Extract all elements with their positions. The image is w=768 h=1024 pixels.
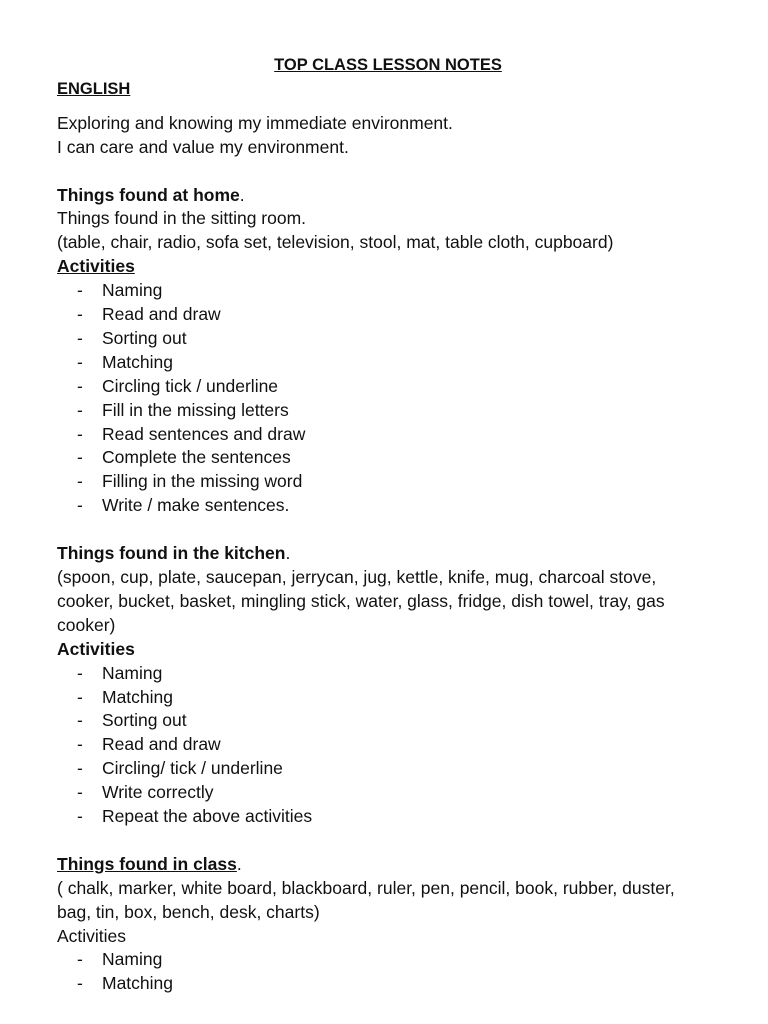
- list-item: [57, 279, 757, 303]
- lesson-notes-page: [57, 54, 757, 996]
- dash-marker: -: [77, 447, 83, 468]
- activity-text: Circling tick / underline: [102, 375, 279, 396]
- kitchen-heading-suffix: .: [285, 543, 291, 564]
- kitchen-heading: [57, 542, 757, 566]
- kitchen-activities-list: [57, 662, 757, 829]
- activity-text: Fill in the missing letters: [102, 399, 289, 420]
- list-item: [57, 303, 757, 327]
- kitchen-heading-text: Things found in the kitchen: [57, 543, 286, 564]
- list-item: [57, 399, 757, 423]
- list-item: [57, 686, 757, 710]
- sitting-room-items: (table, chair, radio, sofa set, television, stool, mat, table cloth, cupboard): [57, 232, 614, 253]
- class-activities-label: Activities: [57, 925, 127, 946]
- list-item: [57, 709, 757, 733]
- list-item: [57, 351, 757, 375]
- activity-text: Repeat the above activities: [102, 806, 313, 827]
- home-heading: [57, 184, 757, 208]
- activity-text: Read and draw: [102, 304, 221, 325]
- activity-text: Sorting out: [102, 327, 187, 348]
- home-activities-label: Activities: [57, 256, 135, 277]
- list-item: [57, 662, 757, 686]
- list-item: [57, 423, 757, 447]
- activity-text: Filling in the missing word: [102, 471, 303, 492]
- dash-marker: -: [77, 662, 83, 683]
- list-item: [57, 805, 757, 829]
- dash-marker: -: [77, 806, 83, 827]
- activity-text: Matching: [102, 686, 174, 707]
- list-item: [57, 446, 757, 470]
- dash-marker: -: [77, 304, 83, 325]
- dash-marker: -: [77, 351, 83, 372]
- activity-text: Matching: [102, 973, 174, 994]
- activity-text: Read and draw: [102, 734, 221, 755]
- activity-text: Write / make sentences.: [102, 495, 290, 516]
- activity-text: Naming: [102, 662, 163, 683]
- list-item: [57, 972, 757, 996]
- list-item: [57, 375, 757, 399]
- dash-marker: -: [77, 375, 83, 396]
- activity-text: Complete the sentences: [102, 447, 291, 468]
- activity-text: Naming: [102, 280, 163, 301]
- dash-marker: -: [77, 973, 83, 994]
- home-heading-text: Things found at home: [57, 184, 240, 205]
- dash-marker: -: [77, 782, 83, 803]
- activity-text: Matching: [102, 351, 174, 372]
- dash-marker: -: [77, 471, 83, 492]
- dash-marker: -: [77, 949, 83, 970]
- dash-marker: -: [77, 495, 83, 516]
- class-heading-suffix: .: [236, 853, 242, 874]
- activity-text: Naming: [102, 949, 163, 970]
- home-activities-list: [57, 279, 757, 518]
- activity-text: Sorting out: [102, 710, 187, 731]
- dash-marker: -: [77, 758, 83, 779]
- activity-text: Write correctly: [102, 782, 214, 803]
- intro-line-2: I can care and value my environment.: [57, 136, 349, 157]
- class-items: ( chalk, marker, white board, blackboard, ruler, pen, pencil, book, rubber, duster, bag, tin, box, bench, desk, charts): [57, 877, 675, 922]
- list-item: [57, 470, 757, 494]
- kitchen-items: (spoon, cup, plate, saucepan, jerrycan, jug, kettle, knife, mug, charcoal stove, cooker, bucket, basket, mingling stick, water, glass, fridge, dish towel, tray, gas cooker): [57, 567, 665, 635]
- activity-text: Circling/ tick / underline: [102, 758, 283, 779]
- intro-line-1: Exploring and knowing my immediate environment.: [57, 112, 453, 133]
- class-heading: [57, 853, 757, 877]
- dash-marker: -: [77, 399, 83, 420]
- class-activities-list: [57, 948, 757, 996]
- dash-marker: -: [77, 327, 83, 348]
- dash-marker: -: [77, 280, 83, 301]
- list-item: [57, 733, 757, 757]
- sitting-room-subheading: Things found in the sitting room.: [57, 208, 307, 229]
- class-heading-text: Things found in class: [57, 853, 237, 874]
- dash-marker: -: [77, 710, 83, 731]
- list-item: [57, 948, 757, 972]
- dash-marker: -: [77, 423, 83, 444]
- subject-heading: ENGLISH: [57, 79, 131, 98]
- list-item: [57, 757, 757, 781]
- list-item: [57, 327, 757, 351]
- list-item: [57, 781, 757, 805]
- dash-marker: -: [77, 734, 83, 755]
- document-title: TOP CLASS LESSON NOTES: [274, 56, 502, 74]
- list-item: [57, 494, 757, 518]
- home-heading-suffix: .: [239, 184, 245, 205]
- dash-marker: -: [77, 686, 83, 707]
- kitchen-activities-label: Activities: [57, 638, 135, 659]
- activity-text: Read sentences and draw: [102, 423, 306, 444]
